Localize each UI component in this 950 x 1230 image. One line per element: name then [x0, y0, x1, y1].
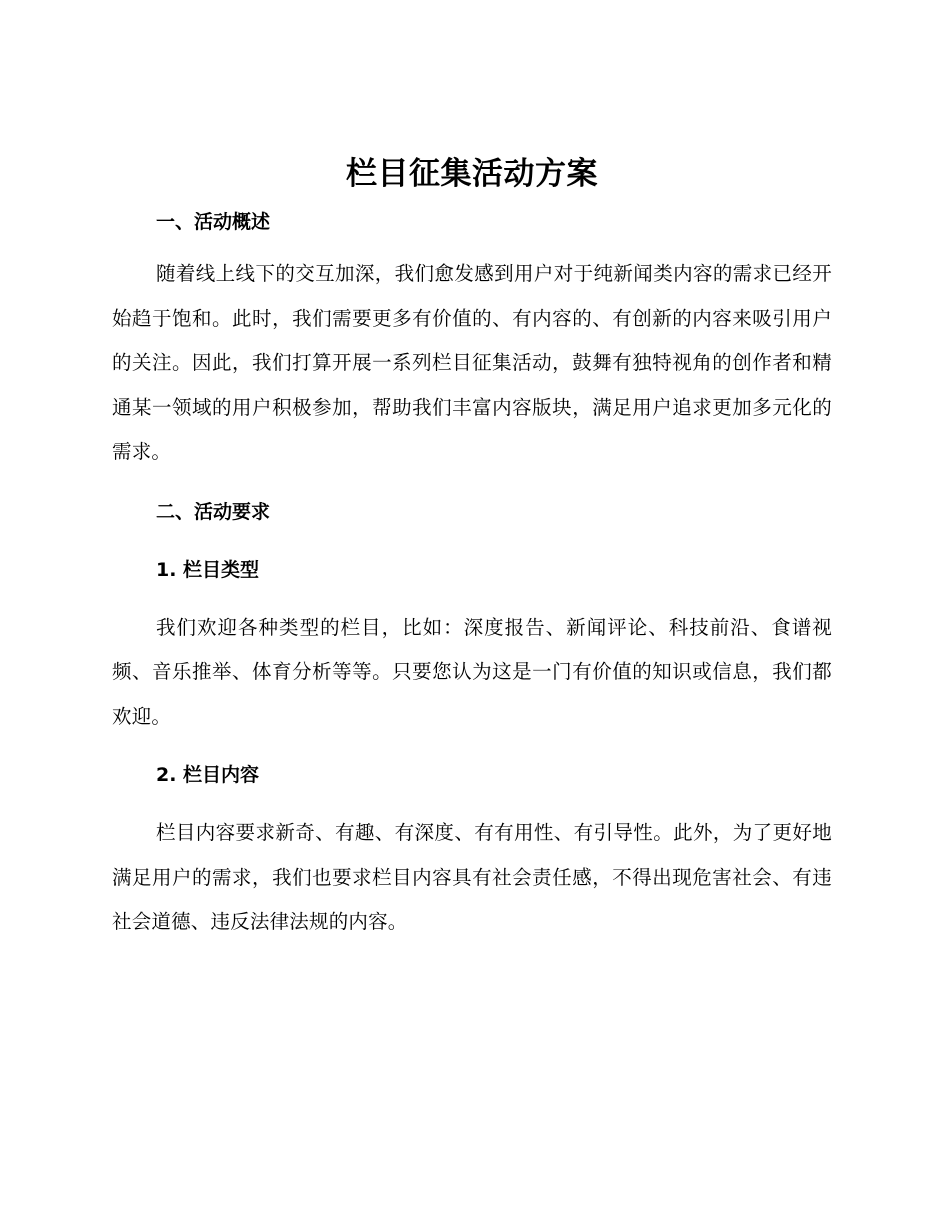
column-content-paragraph: 栏目内容要求新奇、有趣、有深度、有有用性、有引导性。此外，为了更好地满足用户的需求，我们也要求栏目内容具有社会责任感，不得出现危害社会、有违社会道德、违反法律法规的内容。 [112, 821, 832, 933]
overview-paragraph: 随着线上线下的交互加深，我们愈发感到用户对于纯新闻类内容的需求已经开始趋于饱和。此时，我们需要更多有价值的、有内容的、有创新的内容来吸引用户的关注。因此，我们打算开展一系列栏目征集活动，鼓舞有独特视角的创作者和精通某一领域的用户积极参加，帮助我们丰富内容版块，满足用户追求更加多元化的需求。 [112, 262, 832, 463]
subsection-heading-column-content: 2. 栏目内容 [156, 764, 260, 786]
document-body [112, 148, 832, 945]
column-type-paragraph: 我们欢迎各种类型的栏目，比如：深度报告、新闻评论、科技前沿、食谱视频、音乐推举、体育分析等等。只要您认为这是一门有价值的知识或信息，我们都欢迎。 [112, 615, 832, 728]
subsection-heading-column-type: 1. 栏目类型 [156, 558, 260, 581]
section-heading-overview: 一、活动概述 [156, 211, 271, 233]
section-heading-requirements: 二、活动要求 [156, 500, 271, 523]
document-title: 栏目征集活动方案 [346, 156, 598, 192]
